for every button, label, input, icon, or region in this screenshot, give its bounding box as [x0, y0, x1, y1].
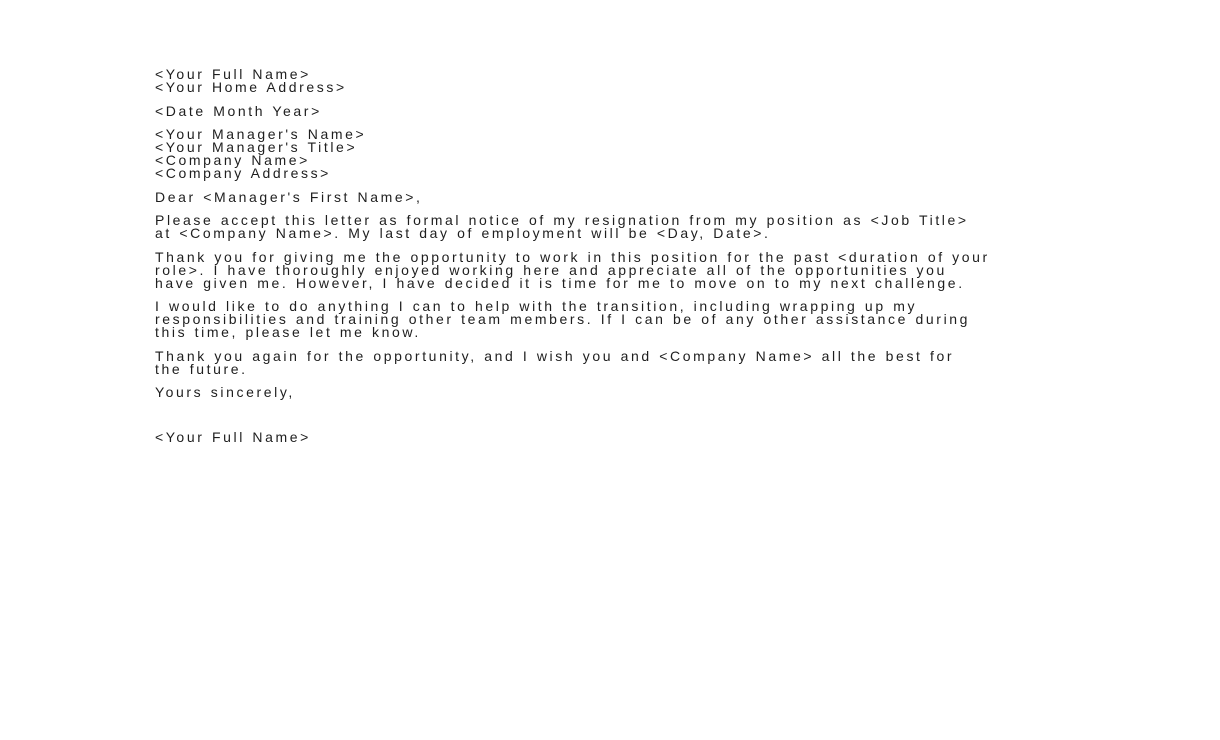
signature-block — [155, 431, 1085, 444]
paragraph-line: have given me. However, I have decided it is time for me to move on to my next challenge. — [155, 274, 965, 291]
signature-full-name: <Your Full Name> — [155, 429, 311, 446]
date-block — [155, 102, 1085, 119]
paragraph-line: Please accept this letter as formal notice of my resignation from my position as <Job Title> — [155, 212, 969, 229]
recipient-company-address: <Company Address> — [155, 164, 331, 181]
paragraph-resignation-notice — [155, 214, 1085, 240]
paragraph-line: the future. — [155, 360, 248, 377]
paragraph-gratitude — [155, 248, 1085, 291]
paragraph-line: I would like to do anything I can to help with the transition, including wrapping up my — [155, 298, 918, 315]
sender-home-address: <Your Home Address> — [155, 78, 347, 95]
closing-block — [155, 386, 1085, 399]
date-line: <Date Month Year> — [155, 102, 322, 119]
paragraph-line: this time, please let me know. — [155, 323, 421, 340]
salutation-block — [155, 188, 1085, 205]
recipient-company-name: <Company Name> — [155, 151, 310, 168]
recipient-block — [155, 128, 1085, 179]
closing: Yours sincerely, — [155, 384, 295, 401]
sender-block — [155, 68, 1085, 94]
recipient-manager-title: <Your Manager's Title> — [155, 139, 358, 156]
sender-full-name: <Your Full Name> — [155, 66, 311, 82]
paragraph-well-wishes — [155, 347, 1085, 377]
paragraph-transition-help — [155, 300, 1085, 338]
paragraph-line: at <Company Name>. My last day of employment will be <Day, Date>. — [155, 225, 771, 242]
paragraph-line: Thank you for giving me the opportunity to work in this position for the past <duration of your — [155, 248, 990, 265]
recipient-manager-name: <Your Manager's Name> — [155, 126, 367, 143]
paragraph-line: responsibilities and training other team members. If I can be of any other assistance during — [155, 311, 971, 328]
paragraph-line: role>. I have thoroughly enjoyed working here and appreciate all of the opportunities you — [155, 261, 947, 278]
salutation: Dear <Manager's First Name>, — [155, 188, 423, 205]
paragraph-line: Thank you again for the opportunity, and I wish you and <Company Name> all the best for — [155, 347, 955, 364]
resignation-letter-document — [155, 68, 1085, 455]
